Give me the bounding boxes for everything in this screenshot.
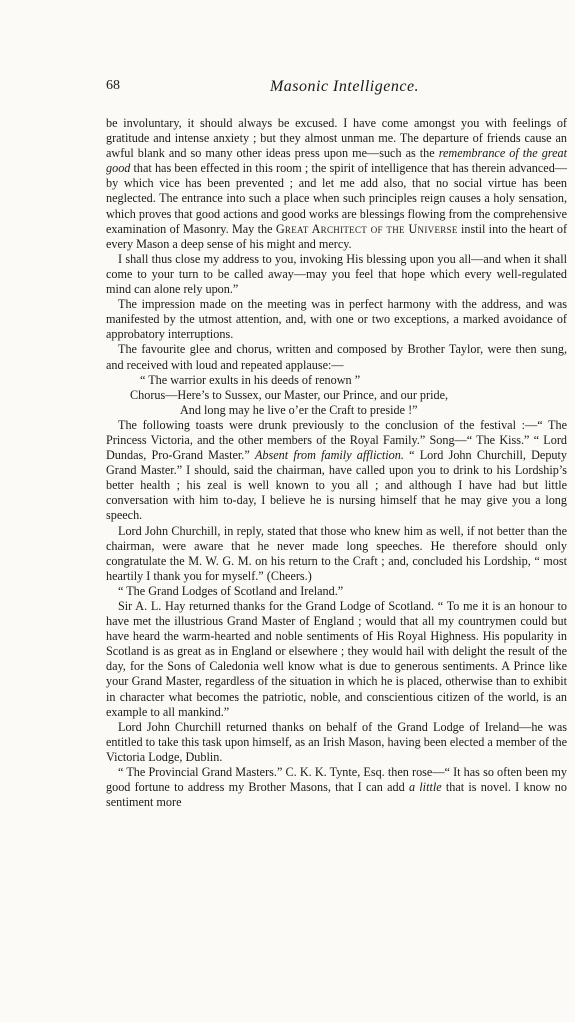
text-run: be involuntary, it should always be excused. I have come amongst you with feelings of gratitude and intense anxiety ; but they almost unman me. The departure of friends cause an awful blank and so many other ideas press upon me—such as the: [106, 116, 567, 161]
article-body: [106, 116, 567, 810]
verse-line: [106, 403, 567, 418]
text-run: Sir A. L. Hay returned thanks for the Grand Lodge of Scotland. “ To me it is an honour to have met the illustrious Grand Master of England ; would that all my countrymen could but have heard the warm-hearted and noble sentiments of His Royal Highness. His popularity in Scotland is as great as in England or elsewhere ; they would hail with delight the result of the day, for the Sons of Caledonia well know what is due to generous sentiments. A Prince like your Grand Master, regardless of the situation in which he is placed, otherwise than to exhibit in character what becomes the patriotic, noble, and conscientious citizen of the world, is an example to all mankind.”: [106, 599, 567, 719]
italic-text: remembrance of the great good: [106, 146, 567, 176]
paragraph: [106, 342, 567, 372]
text-run: Chorus—Here’s to Sussex, our Master, our Prince, and our pride,: [130, 387, 449, 402]
text-run: The following toasts were drunk previously to the conclusion of the festival :—“ The Princess Victoria, and the other members of the Royal Family.” Song—“ The Kiss.” “ Lord Dundas, Pro-Grand Master.”: [106, 417, 567, 463]
text-run: that is novel. I know no sentiment more: [106, 780, 567, 810]
paragraph: [106, 599, 567, 720]
text-run: The favourite glee and chorus, written and composed by Brother Taylor, were then sung, and received with loud and repeated applause:—: [106, 342, 567, 372]
paragraph: [106, 297, 567, 342]
small-caps-text: Great Architect of the Universe: [275, 221, 458, 236]
paragraph: [106, 720, 567, 765]
paragraph: [106, 418, 567, 524]
italic-text: Absent from family affliction.: [254, 448, 404, 463]
running-title: Masonic Intelligence.: [269, 78, 420, 95]
text-run: And long may he live o’er the Craft to preside !”: [180, 402, 418, 417]
text-run: Lord John Churchill returned thanks on behalf of the Grand Lodge of Ireland—he was entitled to take this task upon himself, as an Irish Mason, having been elected a member of the Victoria Lodge, Dublin.: [106, 719, 567, 764]
paragraph: [106, 584, 567, 599]
text-run: “ Lord John Churchill, Deputy Grand Master.” I should, said the chairman, have called upon you to drink to his Lordship’s better health ; his zeal is well known to you all ; and although I have had but little conversation with him to-day, I believe he is nursing himself that he may give you a long speech.: [106, 448, 567, 523]
verse-line: [106, 373, 567, 388]
paragraph: [106, 116, 567, 252]
text-run: “ The warrior exults in his deeds of renown ”: [140, 372, 361, 387]
paragraph: [106, 765, 567, 810]
paragraph: [106, 252, 567, 297]
text-run: I shall thus close my address to you, invoking His blessing upon you all—and when it shall come to your turn to be called away—may you feel that hope which every well-regulated mind can alone rely upon.”: [106, 251, 567, 297]
text-run: instil into the heart of every Mason a deep sense of his might and mercy.: [106, 221, 568, 251]
page-number: 68: [106, 78, 120, 93]
text-run: “ The Grand Lodges of Scotland and Ireland.”: [118, 583, 344, 598]
text-run: “ The Provincial Grand Masters.” C. K. K. Tynte, Esq. then rose—“ It has so often been my good fortune to address my Brother Masons, that I can add: [106, 765, 567, 795]
verse-line: [106, 388, 567, 403]
page-header: [106, 78, 567, 104]
text-run: The impression made on the meeting was in perfect harmony with the address, and was manifested by the utmost attention, and, with one or two exceptions, a marked avoidance of approbatory interruptions.: [106, 297, 567, 342]
paragraph: [106, 524, 567, 584]
italic-text: a little: [408, 780, 442, 795]
text-run: Lord John Churchill, in reply, stated that those who knew him as well, if not better than the chairman, were aware that he never made long speeches. He therefore should only congratulate the M. W. G. M. on his return to the Craft ; and, concluded his Lordship, “ most heartily I thank you for myself.” (Cheers.): [106, 523, 567, 583]
text-run: that has been effected in this room ; the spirit of intelligence that has therein advanced—by which vice has been prevented ; and let me add also, that no social virtue has been neglected. The entrance into such a place when such principles reign causes a holy sensation, which proves that good actions and good works are blessings flowing from the comprehensive examination of Masonry. May the: [106, 161, 567, 236]
